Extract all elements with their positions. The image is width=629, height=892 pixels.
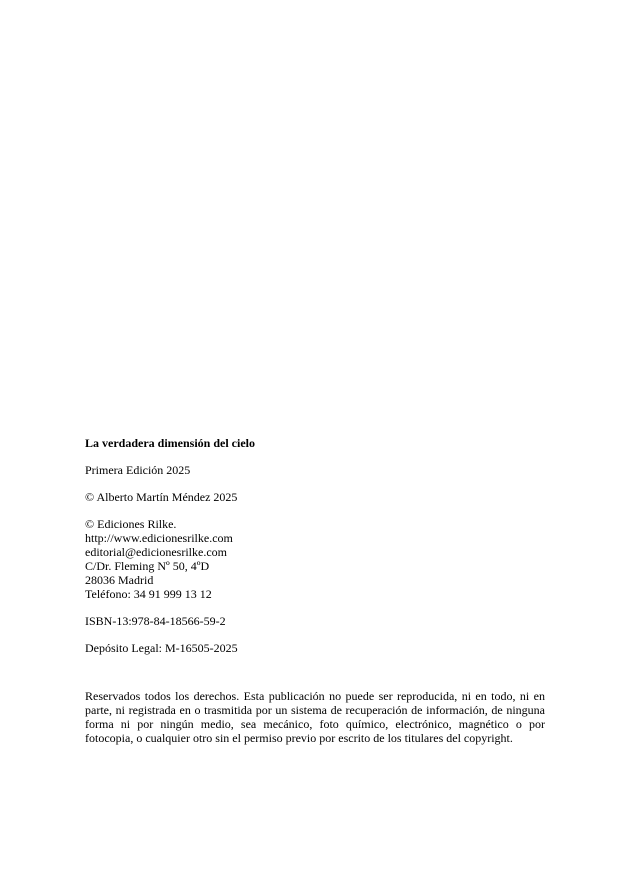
author-copyright: © Alberto Martín Méndez 2025 bbox=[85, 490, 238, 504]
publisher-website: http://www.edicionesrilke.com bbox=[85, 531, 233, 545]
legal-deposit: Depósito Legal: M-16505-2025 bbox=[85, 641, 238, 655]
edition-line: Primera Edición 2025 bbox=[85, 463, 191, 477]
publisher-address-street: C/Dr. Fleming Nº 50, 4ºD bbox=[85, 559, 210, 573]
copyright-page bbox=[85, 436, 545, 745]
publisher-name: © Ediciones Rilke. bbox=[85, 517, 177, 531]
publisher-email: editorial@edicionesrilke.com bbox=[85, 545, 228, 559]
publisher-block bbox=[85, 517, 545, 601]
book-title: La verdadera dimensión del cielo bbox=[85, 436, 255, 450]
publisher-address-city: 28036 Madrid bbox=[85, 573, 154, 587]
rights-notice: Reservados todos los derechos. Esta publicación no puede ser reproducida, ni en todo, ni en parte, ni registrada en o trasmitida por un sistema de recuperación de información, de ninguna forma ni por ningún medio, sea mecánico, foto químico, electrónico, magnético o por fotocopia, o cualquier otro sin el permiso previo por escrito de los titulares del copyright. bbox=[85, 689, 545, 745]
isbn: ISBN-13:978-84-18566-59-2 bbox=[85, 614, 226, 628]
publisher-phone: Teléfono: 34 91 999 13 12 bbox=[85, 587, 212, 601]
